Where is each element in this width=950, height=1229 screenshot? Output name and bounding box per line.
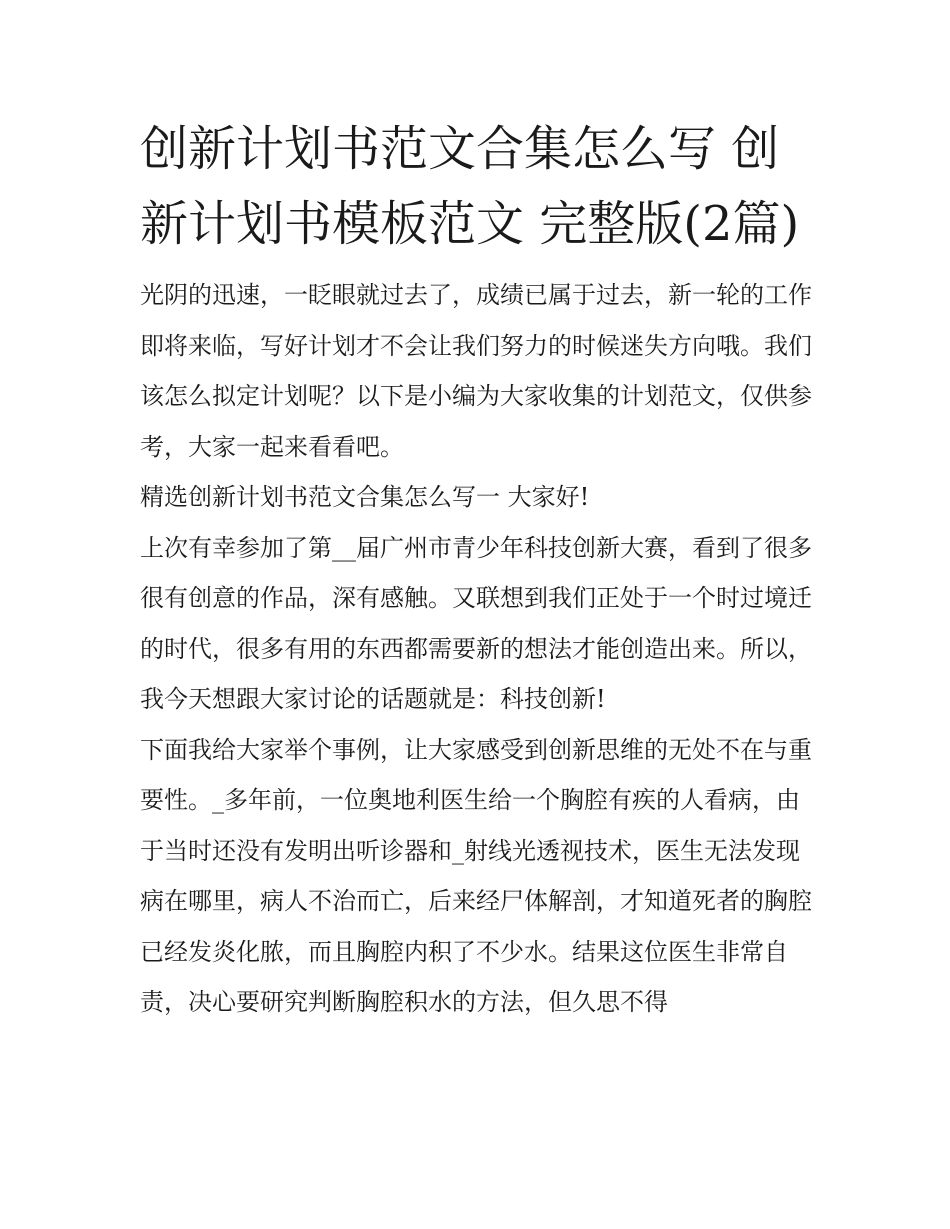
paragraph-intro: 光阴的迅速，一眨眼就过去了，成绩已属于过去，新一轮的工作即将来临，写好计划才不会让我们努力的时候迷失方向哦。我们该怎么拟定计划呢？以下是小编为大家收集的计划范文，仅供参考，大家一起来看看吧。	[140, 281, 812, 461]
paragraph-heading-one: 精选创新计划书范文合集怎么写一 大家好!	[140, 483, 590, 511]
document-content	[140, 112, 812, 1028]
paragraph-contest: 上次有幸参加了第__届广州市青少年科技创新大赛，看到了很多很有创意的作品，深有感触。又联想到我们正处于一个时过境迁的时代，很多有用的东西都需要新的想法才能创造出来。所以，我今天想跟大家讨论的话题就是：科技创新!	[140, 533, 812, 713]
document-body	[140, 270, 812, 1028]
document-title: 创新计划书范文合集怎么写 创新计划书模板范文 完整版(2篇)	[140, 121, 800, 252]
paragraph-example: 下面我给大家举个事例，让大家感受到创新思维的无处不在与重要性。_多年前，一位奥地利医生给一个胸腔有疾的人看病，由于当时还没有发明出听诊器和_射线光透视技术，医生无法发现病在哪里，病人不治而亡，后来经尸体解剖，才知道死者的胸腔已经发炎化脓，而且胸腔内积了不少水。结果这位医生非常自责，决心要研究判断胸腔积水的方法，但久思不得	[140, 735, 812, 1016]
